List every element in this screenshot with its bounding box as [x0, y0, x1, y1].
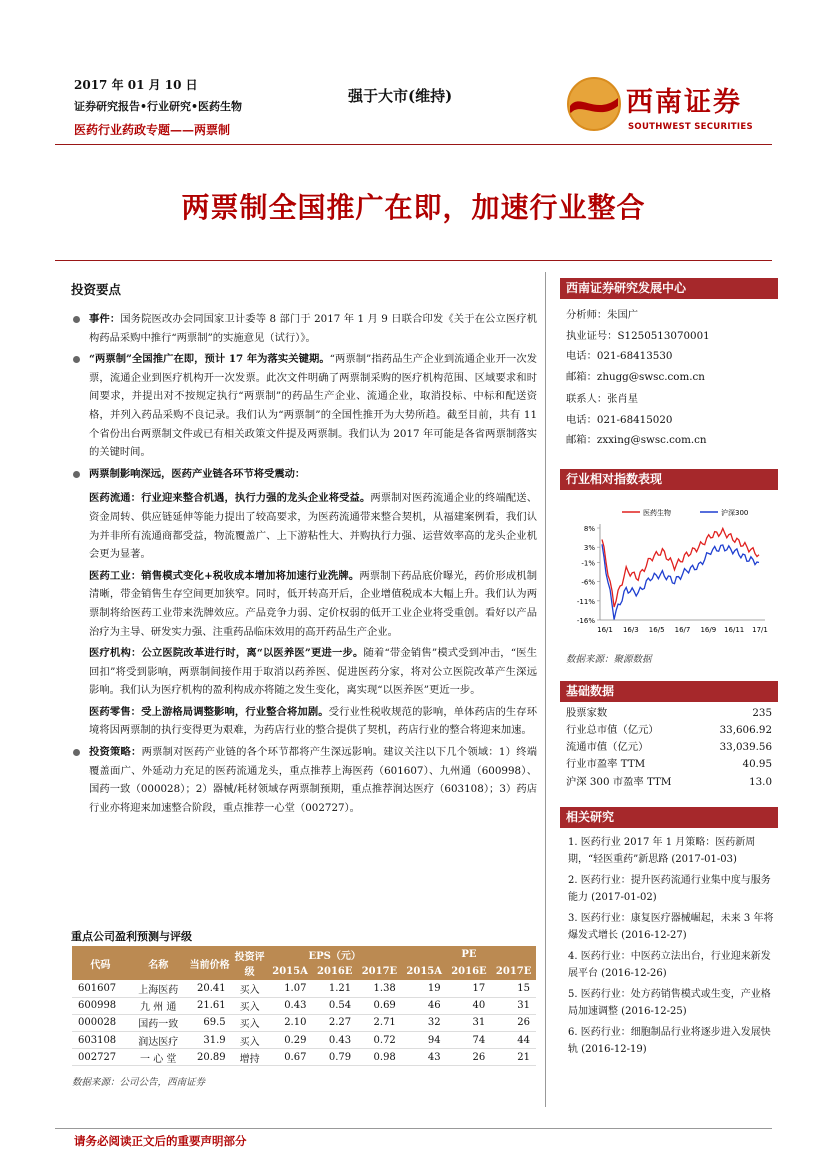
sidebar — [560, 278, 778, 1062]
table-row — [72, 1032, 536, 1049]
cell-name: 润达医疗 — [129, 1032, 188, 1049]
summary-point-impact — [71, 465, 537, 484]
point-label: 投资策略： — [89, 746, 142, 759]
legend-label: 医药生物 — [643, 508, 671, 517]
research-center-header: 西南证券研究发展中心 — [560, 278, 778, 299]
logo-name-cn: 西南证券 — [626, 87, 742, 118]
point-label: 医药零售：受上游格局调整影响，行业整合将加剧。 — [89, 705, 329, 718]
cell-p3: 31 — [491, 997, 536, 1014]
cell-p2: 17 — [447, 980, 492, 997]
contact-phone: 电话：021-68415020 — [566, 413, 673, 426]
point-label: 两票制影响深远，医药产业链各环节将受震动： — [89, 467, 306, 480]
basic-data-label: 股票家数 — [566, 706, 608, 719]
cell-p1: 94 — [402, 1032, 447, 1049]
cell-name: 一 心 堂 — [129, 1049, 188, 1066]
x-tick-label: 16/5 — [648, 625, 665, 634]
cell-e2: 1.21 — [312, 980, 357, 997]
related-report-item[interactable]: 3. 医药行业：康复医疗器械崛起，未来 3 年将爆发式增长 (2016-12-27) — [568, 912, 774, 942]
related-research-list — [560, 828, 778, 1059]
cell-e1: 0.43 — [268, 997, 313, 1014]
point-text: “两票制”指药品生产企业到流通企业开一次发票，流通企业到医疗机构开一次发票。此次文件明确了两票制采购的医疗机构范围、区域要求和时间要求，并提出对不按规定执行“两票制”的药品生产企业、流通企业，取消投标、中标和配送资格，并列入药品采购不良记录。我们认为“两票制”的全国性推开为大势所趋。截至目前，共有 11 个省份出台两票制文件或已有相关政策文件提及两票制。我们认为 2017 年可能是各省两票制落实的关键时间。 — [89, 353, 537, 459]
related-report-item[interactable]: 5. 医药行业：处方药销售模式或生变，产业格局加速调整 (2016-12-25) — [568, 988, 771, 1018]
analyst-license: 执业证号：S1250513070001 — [566, 329, 710, 342]
analyst-name: 分析师：朱国广 — [566, 309, 639, 321]
col-year: 2016E — [312, 963, 357, 980]
cell-p1: 46 — [402, 997, 447, 1014]
forecast-table-title: 重点公司盈利预测与评级 — [71, 930, 192, 943]
cell-e3: 0.72 — [357, 1032, 402, 1049]
point-label: “两票制”全国推广在即，预计 17 年为落实关键期。 — [89, 353, 330, 366]
summary-point-rollout — [71, 350, 537, 462]
cell-code: 601607 — [72, 980, 129, 997]
cell-rating: 买入 — [232, 1014, 268, 1031]
cell-code: 000028 — [72, 1014, 129, 1031]
basic-data-row — [560, 722, 778, 739]
x-tick-label: 16/7 — [674, 625, 691, 634]
cell-e3: 0.69 — [357, 997, 402, 1014]
point-text: 两票制对医药产业链的各个环节都将产生深远影响。建议关注以下几个领域：1）终端覆盖面广、外延动力充足的医药流通龙头，重点推荐上海医药（601607）、九州通（600998）、国药一致（000028）；2）器械/耗材领域存两票制预期，重点推荐润达医疗（603108）；3）药店行业亦将迎来加速整合阶段，重点推荐一心堂（002727）。 — [89, 746, 537, 814]
y-tick-label: -6% — [581, 578, 595, 587]
report-type: 证券研究报告•行业研究•医药生物 — [74, 100, 243, 113]
table-source: 数据来源：公司公告，西南证券 — [72, 1077, 206, 1088]
col-code: 代码 — [72, 946, 129, 980]
series-line-0 — [602, 528, 759, 607]
related-research-header: 相关研究 — [560, 807, 778, 828]
cell-name: 国药一致 — [129, 1014, 188, 1031]
cell-p3: 15 — [491, 980, 536, 997]
y-tick-label: 3% — [583, 543, 595, 552]
basic-data-value: 235 — [752, 706, 772, 719]
col-year: 2016E — [447, 963, 492, 980]
cell-p2: 31 — [447, 1014, 492, 1031]
basic-data-list — [560, 702, 778, 791]
basic-data-value: 13.0 — [749, 775, 772, 788]
impact-hospitals — [71, 644, 537, 700]
basic-data-value: 40.95 — [742, 758, 772, 771]
cell-code: 002727 — [72, 1049, 129, 1066]
table-row — [72, 980, 536, 997]
analyst-info — [560, 299, 778, 451]
impact-industry — [71, 567, 537, 641]
cell-price: 20.41 — [188, 980, 232, 997]
y-tick-label: -11% — [576, 597, 595, 606]
related-report-item[interactable]: 6. 医药行业：细胞制品行业将逐步进入发展快轨 (2016-12-19) — [568, 1026, 771, 1056]
basic-data-header: 基础数据 — [560, 681, 778, 702]
cell-p2: 40 — [447, 997, 492, 1014]
basic-data-row — [560, 705, 778, 722]
cell-e2: 0.79 — [312, 1049, 357, 1066]
cell-p1: 43 — [402, 1049, 447, 1066]
cell-e2: 2.27 — [312, 1014, 357, 1031]
basic-data-label: 行业市盈率 TTM — [566, 758, 646, 771]
cell-price: 21.61 — [188, 997, 232, 1014]
col-rating: 投资评级 — [232, 946, 268, 980]
col-pe: PE — [402, 946, 536, 963]
basic-data-label: 行业总市值（亿元） — [566, 723, 659, 736]
industry-rating: 强于大市(维持) — [348, 87, 453, 105]
basic-data-label: 沪深 300 市盈率 TTM — [566, 775, 672, 788]
col-year: 2017E — [357, 963, 402, 980]
cell-e1: 2.10 — [268, 1014, 313, 1031]
relative-index-chart — [560, 490, 778, 645]
cell-e2: 0.54 — [312, 997, 357, 1014]
x-tick-label: 16/3 — [622, 625, 639, 634]
x-tick-label: 16/1 — [597, 625, 613, 634]
forecast-table — [72, 946, 536, 1066]
contact-name: 联系人：张肖星 — [566, 393, 639, 405]
legend-label: 沪深300 — [721, 508, 749, 517]
point-label: 医药流通：行业迎来整合机遇，执行力强的龙头企业将受益。 — [89, 492, 371, 505]
series-line-1 — [602, 544, 759, 619]
cell-rating: 买入 — [232, 980, 268, 997]
cell-price: 69.5 — [188, 1014, 232, 1031]
cell-rating: 买入 — [232, 997, 268, 1014]
basic-data-value: 33,606.92 — [719, 723, 772, 736]
related-report-item[interactable]: 4. 医药行业：中医药立法出台，行业迎来新发展平台 (2016-12-26) — [568, 950, 771, 980]
impact-retail — [71, 703, 537, 740]
footer-divider — [55, 1128, 772, 1129]
cell-name: 上海医药 — [129, 980, 188, 997]
point-label: 医疗机构：公立医院改革进行时，离“以医养医”更进一步。 — [89, 647, 364, 660]
page-title: 两票制全国推广在即，加速行业整合 — [181, 191, 646, 224]
point-label: 事件： — [89, 313, 121, 325]
logo-emblem-icon — [566, 76, 622, 132]
cell-code: 603108 — [72, 1032, 129, 1049]
cell-p2: 26 — [447, 1049, 492, 1066]
x-tick-label: 17/1 — [752, 625, 768, 634]
investment-summary — [71, 280, 537, 820]
analyst-email[interactable]: 邮箱：zhugg@swsc.com.cn — [566, 370, 705, 383]
table-row — [72, 1049, 536, 1066]
cell-rating: 增持 — [232, 1049, 268, 1066]
table-row — [72, 997, 536, 1014]
company-logo — [566, 72, 766, 136]
point-text: 两票制下药品底价曝光，药价形成机制清晰，带金销售生存空间更加狭窄。同时，低开转高开后，企业增值税成本大幅上升。我们认为两票制将给医药工业带来洗牌效应。产品竞争力弱、定价权弱的低开工业企业将受重创。看好以产品治疗为主导、研发实力强、注重药品临床效用的高开药品生产企业。 — [89, 569, 537, 638]
col-year: 2015A — [268, 963, 313, 980]
cell-rating: 买入 — [232, 1032, 268, 1049]
basic-data-label: 流通市值（亿元） — [566, 741, 649, 754]
y-tick-label: -16% — [576, 616, 595, 625]
point-text: 随着“带金销售”模式受到冲击，“医生回扣”将受到影响，两票制间接作用于取消以药养医、促进医药分家，将对公立医院改革产生深远影响。我们认为医疗机构的盈利构成亦将随之发生变化，离实现“以医养医”更近一步。 — [89, 647, 537, 697]
cell-e1: 0.67 — [268, 1049, 313, 1066]
x-tick-label: 16/11 — [724, 625, 745, 634]
cell-p3: 44 — [491, 1032, 536, 1049]
y-tick-label: 8% — [583, 524, 595, 533]
y-tick-label: -1% — [581, 559, 595, 567]
related-report-item[interactable]: 2. 医药行业：提升医药流通行业集中度与服务能力 (2017-01-02) — [568, 874, 771, 904]
cell-e1: 1.07 — [268, 980, 313, 997]
report-date: 2017 年 01 月 10 日 — [74, 78, 198, 92]
col-name: 名称 — [129, 946, 188, 980]
point-text: 两票制对医药流通企业的终端配送、资金周转、供应链延伸等能力提出了较高要求，为医药流通带来整合契机，从福建案例看，我们认为并非所有流通商都受益，物流覆盖广、上下游粘性大、并购执行力强、运营效率高的龙头企业机会更为显著。 — [89, 492, 538, 561]
cell-code: 600998 — [72, 997, 129, 1014]
cell-p3: 26 — [491, 1014, 536, 1031]
impact-distribution — [71, 489, 537, 563]
basic-data-row — [560, 739, 778, 756]
column-divider — [545, 272, 546, 1107]
cell-price: 20.89 — [188, 1049, 232, 1066]
summary-point-event — [71, 310, 537, 347]
cell-e3: 1.38 — [357, 980, 402, 997]
cell-e1: 0.29 — [268, 1032, 313, 1049]
cell-price: 31.9 — [188, 1032, 232, 1049]
col-price: 当前价格 — [188, 946, 232, 980]
cell-p2: 74 — [447, 1032, 492, 1049]
col-eps: EPS（元） — [268, 946, 402, 963]
summary-point-strategy — [71, 743, 537, 817]
basic-data-row — [560, 756, 778, 773]
chart-source: 数据来源：聚源数据 — [566, 653, 652, 665]
title-divider — [55, 260, 772, 261]
cell-e2: 0.43 — [312, 1032, 357, 1049]
point-text: 受行业性税收规范的影响，单体药店的生存环境将因两票制的执行变得更为艰难，为药店行业的整合提供了契机，药店行业的整合将迎来加速。 — [89, 705, 538, 737]
point-label: 医药工业：销售模式变化+税收成本增加将加速行业洗牌。 — [89, 569, 360, 582]
contact-email[interactable]: 邮箱：zxxing@swsc.com.cn — [566, 434, 707, 446]
report-series: 医药行业药政专题——两票制 — [74, 123, 231, 137]
disclaimer-notice[interactable]: 请务必阅读正文后的重要声明部分 — [74, 1134, 247, 1148]
related-report-item[interactable]: 1. 医药行业 2017 年 1 月策略：医药新周期，“轻医重药”新思路 (2017-01-03) — [568, 836, 756, 866]
table-row — [72, 1014, 536, 1031]
cell-p1: 19 — [402, 980, 447, 997]
summary-heading: 投资要点 — [71, 282, 122, 297]
point-text: 国务院医改办会同国家卫计委等 8 部门于 2017 年 1 月 9 日联合印发《关于在公立医疗机构药品采购中推行“两票制”的实施意见（试行）》。 — [89, 313, 538, 344]
cell-p3: 21 — [491, 1049, 536, 1066]
basic-data-row — [560, 774, 778, 791]
header-divider — [55, 144, 772, 145]
cell-name: 九 州 通 — [129, 997, 188, 1014]
cell-e3: 0.98 — [357, 1049, 402, 1066]
x-tick-label: 16/9 — [700, 625, 717, 634]
cell-p1: 32 — [402, 1014, 447, 1031]
logo-name-en: SOUTHWEST SECURITIES — [628, 122, 753, 132]
basic-data-value: 33,039.56 — [719, 741, 772, 754]
cell-e3: 2.71 — [357, 1014, 402, 1031]
col-year: 2015A — [402, 963, 447, 980]
col-year: 2017E — [491, 963, 536, 980]
chart-header: 行业相对指数表现 — [560, 469, 778, 490]
analyst-phone: 电话：021-68413530 — [566, 350, 673, 362]
